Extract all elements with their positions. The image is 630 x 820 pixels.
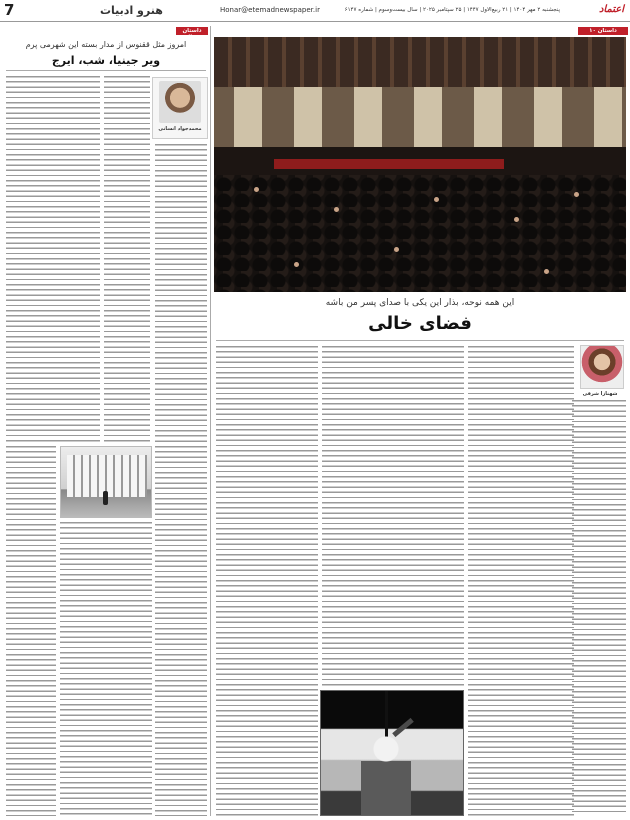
left-text-column-4 bbox=[6, 446, 56, 816]
crowd-face bbox=[544, 269, 549, 274]
right-article-subheadline: این همه نوحه، بذار این یکی با صدای پسر من باشه bbox=[325, 298, 515, 308]
left-section-label: داستان ۲۰ bbox=[176, 27, 208, 35]
right-text-column-2 bbox=[322, 346, 464, 686]
right-article-headline: فضای خالی bbox=[368, 313, 472, 334]
page-number: 7 bbox=[4, 1, 15, 19]
left-article-image bbox=[60, 446, 152, 518]
main-photo-mourning-ceremony bbox=[214, 37, 626, 292]
left-text-column-1b bbox=[155, 144, 207, 444]
left-article-headline: ویر جینیا، شب، ایرج bbox=[51, 54, 161, 67]
hall-windows bbox=[214, 87, 626, 147]
red-banner bbox=[274, 159, 504, 169]
contact-email[interactable]: Honar@etemadnewspaper.ir bbox=[220, 6, 320, 14]
left-author-name: محمدجواد انسانی bbox=[158, 126, 202, 132]
left-text-column-3 bbox=[155, 446, 207, 816]
right-text-column-3 bbox=[216, 346, 318, 816]
column-divider bbox=[210, 26, 211, 816]
headline-divider bbox=[6, 70, 206, 71]
right-author-photo bbox=[580, 345, 624, 389]
left-author-box bbox=[152, 77, 208, 139]
left-text-column-2 bbox=[6, 76, 100, 444]
crowd bbox=[214, 175, 626, 292]
crowd-face bbox=[574, 192, 579, 197]
author-photo bbox=[159, 81, 201, 123]
section-title: هنرو ادبیات bbox=[100, 4, 163, 17]
crowd-face bbox=[514, 217, 519, 222]
wooden-ceiling bbox=[214, 37, 626, 87]
left-article-kicker: امروز مثل ققنوس از مدار بسته این شهرمی پرم bbox=[25, 40, 187, 49]
page-header bbox=[0, 0, 630, 22]
newspaper-logo: اعتماد bbox=[598, 4, 624, 15]
dateline: پنجشنبه ۲ مهر ۱۴۰۴ | ۲۱ ربیع‌الاول ۱۴۴۷ | ۲۵ سپتامبر ۲۰۲۵ | سال بیست‌وسوم | شماره ۶۱۴۷ bbox=[344, 7, 560, 13]
crowd-face bbox=[434, 197, 439, 202]
left-text-column-5 bbox=[60, 522, 152, 816]
standing-figure bbox=[103, 491, 108, 505]
right-author-name: شهنازا شرفی bbox=[582, 391, 618, 397]
right-text-column-1 bbox=[572, 400, 626, 816]
left-text-column-1 bbox=[104, 76, 150, 444]
crowd-face bbox=[294, 262, 299, 267]
crowd-face bbox=[334, 207, 339, 212]
crowd-face bbox=[254, 187, 259, 192]
photo-person bbox=[361, 735, 411, 816]
crowd-face bbox=[394, 247, 399, 252]
headline-divider bbox=[216, 340, 624, 341]
bottom-photo-cleaning-man bbox=[320, 690, 464, 816]
right-section-label: داستان ۱۰ bbox=[578, 27, 628, 35]
right-text-column-1b bbox=[468, 346, 574, 816]
